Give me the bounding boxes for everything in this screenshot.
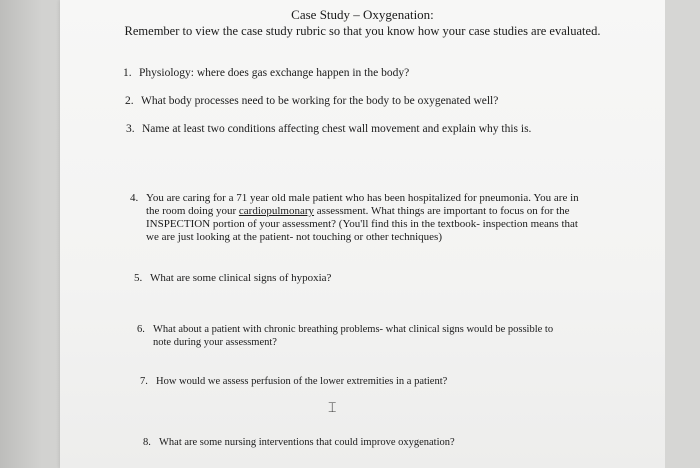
question-2: [125, 95, 645, 109]
question-line: we are just looking at the patient- not touching or other techniques): [146, 231, 443, 243]
question-number: 4.: [130, 192, 139, 204]
question-text: What are some nursing interventions that could improve oxygenation?: [159, 437, 455, 448]
question-line: INSPECTION portion of your assessment? (You'll find this in the textbook- inspection means that: [146, 218, 578, 230]
question-text: [146, 192, 579, 244]
question-text: How would we assess perfusion of the lower extremities in a patient?: [156, 376, 448, 387]
question-number: 6.: [137, 324, 145, 335]
question-line-part: the room doing your: [146, 205, 239, 217]
question-number: 2.: [125, 95, 134, 107]
text-cursor-icon: ⌶: [328, 400, 337, 416]
question-line: [146, 205, 579, 218]
question-number: 8.: [143, 437, 151, 448]
document-header: [60, 7, 665, 39]
question-4: [130, 192, 650, 248]
question-text: Name at least two conditions affecting chest wall movement and explain why this is.: [142, 123, 532, 135]
question-text: [153, 323, 553, 349]
question-line: note during your assessment?: [153, 337, 277, 348]
question-text: Physiology: where does gas exchange happen in the body?: [139, 67, 410, 79]
question-7: [140, 375, 620, 389]
question-text: What body processes need to be working for the body to be oxygenated well?: [141, 95, 499, 107]
question-8: [143, 436, 623, 450]
document-subtitle: Remember to view the case study rubric so that you know how your case studies are evaluated.: [124, 24, 601, 38]
question-3: [126, 123, 646, 137]
question-text: What are some clinical signs of hypoxia?: [150, 272, 332, 284]
page-edge: [665, 0, 700, 468]
question-number: 3.: [126, 123, 135, 135]
question-number: 5.: [134, 272, 143, 284]
document-title: Case Study – Oxygenation:: [291, 7, 434, 22]
question-1: [123, 67, 643, 81]
question-line: What about a patient with chronic breathing problems- what clinical signs would be possible to: [153, 324, 554, 335]
question-5: [134, 272, 634, 286]
question-6: [137, 323, 637, 351]
question-line: You are caring for a 71 year old male patient who has been hospitalized for pneumonia. You are in: [146, 192, 579, 204]
question-number: 1.: [123, 67, 132, 79]
underlined-term: cardiopulmonary: [238, 205, 315, 217]
question-number: 7.: [140, 376, 148, 387]
question-line-part: assessment. What things are important to focus on for the: [314, 205, 570, 217]
